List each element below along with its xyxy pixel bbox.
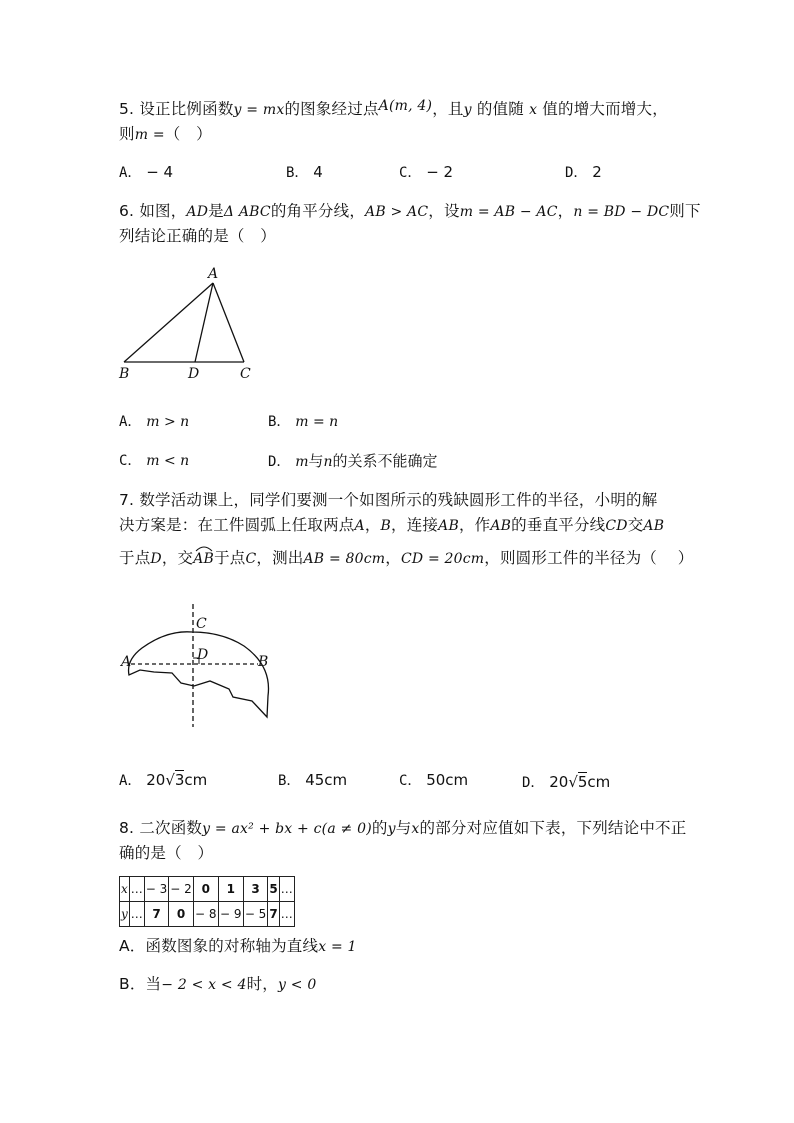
table-cell: … <box>279 877 294 902</box>
table-cell: … <box>129 902 144 927</box>
q6-triangle-figure <box>110 262 270 387</box>
q7-stem-line3: 于点D，交AB 于点C，测出AB = 80cm，CD = 20cm，则圆形工件的半径为（ ） <box>119 546 694 568</box>
q5-option-c[interactable]: C． − 2 <box>399 163 454 181</box>
table-cell: 0 <box>193 877 218 902</box>
table-cell: 3 <box>243 877 268 902</box>
table-cell: − 8 <box>193 902 218 927</box>
q7-option-c[interactable]: C． 50cm <box>399 771 469 789</box>
q7-stem-line1: 7. 数学活动课上，同学们要测一个如图所示的残缺圆形工件的半径，小明的解 <box>119 491 658 509</box>
q7-option-d[interactable]: D． 20√5cm <box>522 773 611 791</box>
q6-label-c: C <box>240 366 251 382</box>
arc-mark <box>195 545 213 552</box>
q6-bisector-ad <box>195 283 213 362</box>
q8-value-table <box>119 876 295 927</box>
q6-side-ac <box>213 283 244 362</box>
table-cell: … <box>279 902 294 927</box>
table-cell: − 5 <box>243 902 268 927</box>
q8-stem-line1: 8. 二次函数y = ax² + bx + c(a ≠ 0)的y与x的部分对应值如下表，下列结论中不正 <box>119 819 687 837</box>
q7-workpiece-outline <box>129 632 269 717</box>
q7-label-d: D <box>197 647 209 663</box>
sqrt-sign: √ <box>165 771 175 789</box>
q5-option-d[interactable]: D． 2 <box>565 163 602 181</box>
q7-circle-figure <box>112 600 282 730</box>
table-cell: … <box>129 877 144 902</box>
table-cell: 1 <box>218 877 243 902</box>
q7-label-c: C <box>196 616 207 632</box>
q7-option-a[interactable]: A． 20√3cm <box>119 771 208 789</box>
q6-option-d[interactable]: D． m与n的关系不能确定 <box>268 452 438 470</box>
table-cell: − 3 <box>144 877 169 902</box>
table-cell: − 9 <box>218 902 243 927</box>
q6-stem-line1: 6. 如图，AD是Δ ABC的角平分线，AB > AC，设m = AB − AC，n = BD − DC则下 <box>119 202 701 220</box>
q8-stem-line2: 确的是（ ） <box>119 844 214 862</box>
q6-option-c[interactable]: C． m < n <box>119 453 190 469</box>
table-cell: 5 <box>268 877 279 902</box>
table-header-x: x <box>120 877 130 902</box>
table-cell: 7 <box>268 902 279 927</box>
q7-stem-line2: 决方案是：在工件圆弧上任取两点A，B，连接AB，作AB的垂直平分线CD交AB <box>119 516 665 534</box>
table-cell: 7 <box>144 902 169 927</box>
table-cell: − 2 <box>169 877 194 902</box>
table-row-x <box>120 877 295 902</box>
q6-label-a: A <box>208 266 219 282</box>
q6-label-b: B <box>119 366 130 382</box>
q7-label-a: A <box>121 654 132 670</box>
q5-option-a[interactable]: A． − 4 <box>119 163 174 181</box>
q5-stem-line2: 则m =（ ） <box>119 125 212 143</box>
q7-label-b: B <box>258 654 269 670</box>
arc-ab: AB <box>193 551 214 567</box>
q6-side-ab <box>124 283 213 362</box>
q8-option-a[interactable]: A．函数图象的对称轴为直线x = 1 <box>119 937 357 955</box>
sqrt-sign: √ <box>568 773 578 791</box>
q6-option-b[interactable]: B． m = n <box>268 414 339 430</box>
q5-stem-line1: 5. 设正比例函数y = mx的图象经过点A(m, 4)，且y 的值随 x 值的增大而增大， <box>119 98 668 118</box>
q6-stem-line2: 列结论正确的是（ ） <box>119 227 277 245</box>
q5-option-b[interactable]: B． 4 <box>286 163 323 181</box>
q6-option-a[interactable]: A． m > n <box>119 414 190 430</box>
q7-option-b[interactable]: B． 45cm <box>278 771 348 789</box>
table-header-y: y <box>120 902 130 927</box>
table-row-y <box>120 902 295 927</box>
table-cell: 0 <box>169 902 194 927</box>
q6-label-d: D <box>188 366 200 382</box>
q8-option-b[interactable]: B．当− 2 < x < 4时，y < 0 <box>119 975 317 993</box>
